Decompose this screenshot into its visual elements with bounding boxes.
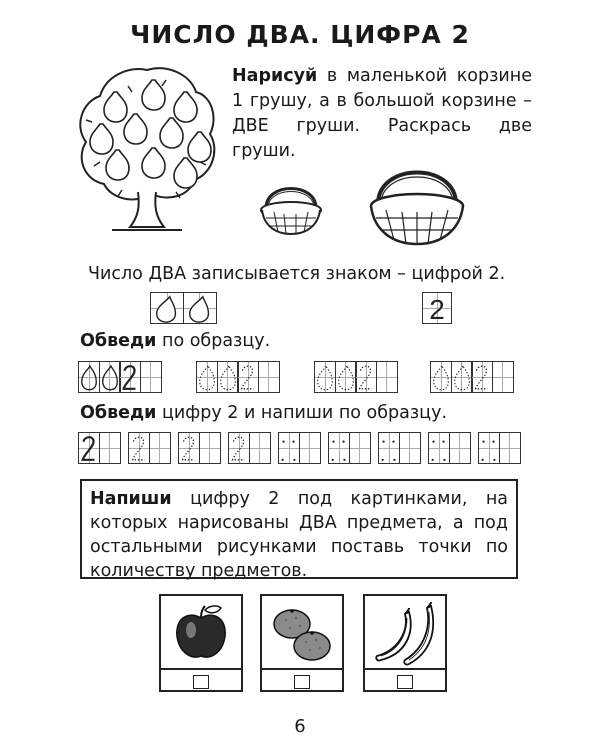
trace-cell[interactable] xyxy=(217,361,239,393)
trace-cell[interactable] xyxy=(140,361,162,393)
trace-group xyxy=(78,361,162,393)
trace2-text: цифру 2 и напиши по образцу. xyxy=(156,403,448,423)
trace-cell[interactable] xyxy=(149,432,171,464)
small-basket-icon xyxy=(256,178,326,238)
trace-instruction-1 xyxy=(80,331,270,351)
trace-cell[interactable] xyxy=(228,432,250,464)
trace-cell[interactable] xyxy=(349,432,371,464)
trace-cell[interactable] xyxy=(199,432,221,464)
trace-cell[interactable] xyxy=(299,432,321,464)
page-number: 6 xyxy=(294,716,306,737)
number-description: Число ДВА записывается знаком – цифрой 2. xyxy=(88,264,506,284)
trace1-bold-word: Обведи xyxy=(80,331,157,351)
intro-text: в маленькой корзине 1 грушу, а в большой корзине – ДВЕ груши. Раскрась две груши. xyxy=(232,66,532,161)
trace-cell[interactable] xyxy=(355,361,377,393)
trace1-text: по образцу. xyxy=(156,331,271,351)
picture-card-apple xyxy=(159,594,243,692)
task-text: цифру 2 под картинками, на которых нарисованы ДВА предмета, а под остальными рисунками поставь точки по количеству предметов. xyxy=(90,489,508,581)
trace-instruction-2 xyxy=(80,403,447,423)
trace-group xyxy=(430,361,514,393)
trace-cell[interactable] xyxy=(478,432,500,464)
trace-cell[interactable] xyxy=(376,361,398,393)
trace-cell[interactable] xyxy=(451,361,473,393)
trace-cell[interactable] xyxy=(328,432,350,464)
page-title: ЧИСЛО ДВА. ЦИФРА 2 xyxy=(130,20,470,49)
trace-cell[interactable] xyxy=(399,432,421,464)
trace-cell[interactable] xyxy=(78,432,100,464)
task-bold-word: Напиши xyxy=(90,489,172,509)
answer-box[interactable] xyxy=(193,675,209,689)
picture-card-bananas xyxy=(363,594,447,692)
banana-icon xyxy=(369,600,441,666)
sample-pear-cell xyxy=(150,292,184,324)
trace-digit-group xyxy=(278,432,321,464)
trace-cell[interactable] xyxy=(196,361,218,393)
sample-pear-cell xyxy=(183,292,217,324)
trace-digit-group xyxy=(328,432,371,464)
trace-cell[interactable] xyxy=(78,361,100,393)
trace-cell[interactable] xyxy=(278,432,300,464)
trace2-bold-word: Обведи xyxy=(80,403,157,423)
big-basket-icon xyxy=(366,160,468,248)
answer-line xyxy=(262,668,342,670)
sample-two-pears xyxy=(150,292,217,324)
trace-cell[interactable] xyxy=(430,361,452,393)
answer-line xyxy=(365,668,445,670)
orange-icon xyxy=(266,600,338,666)
trace-cell[interactable] xyxy=(128,432,150,464)
answer-box[interactable] xyxy=(294,675,310,689)
task-box xyxy=(80,479,518,579)
trace-digit-group xyxy=(128,432,171,464)
intro-instruction xyxy=(232,64,532,164)
trace-digit-group xyxy=(378,432,421,464)
trace-cell[interactable] xyxy=(258,361,280,393)
trace-group xyxy=(314,361,398,393)
trace-group xyxy=(196,361,280,393)
trace-digit-group xyxy=(228,432,271,464)
trace-cell[interactable] xyxy=(178,432,200,464)
sample-digit-cell xyxy=(422,292,452,324)
sample-digit-text: 2 xyxy=(429,294,445,323)
trace-digit-group xyxy=(178,432,221,464)
trace-cell[interactable] xyxy=(99,361,121,393)
trace-cell[interactable] xyxy=(237,361,259,393)
trace-digit-group xyxy=(78,432,121,464)
trace-cell[interactable] xyxy=(314,361,336,393)
trace-cell[interactable] xyxy=(99,432,121,464)
trace-cell[interactable] xyxy=(492,361,514,393)
picture-card-oranges xyxy=(260,594,344,692)
trace-cell[interactable] xyxy=(249,432,271,464)
trace-cell[interactable] xyxy=(378,432,400,464)
digit-cell xyxy=(422,292,452,324)
trace-cell[interactable] xyxy=(428,432,450,464)
trace-digit-group xyxy=(478,432,521,464)
intro-bold-word: Нарисуй xyxy=(232,66,318,86)
pear-tree-illustration xyxy=(72,62,222,234)
trace-cell[interactable] xyxy=(119,361,141,393)
trace-cell[interactable] xyxy=(335,361,357,393)
trace-cell[interactable] xyxy=(499,432,521,464)
apple-icon xyxy=(165,600,237,666)
trace-digit-group xyxy=(428,432,471,464)
answer-line xyxy=(161,668,241,670)
answer-box[interactable] xyxy=(397,675,413,689)
trace-cell[interactable] xyxy=(449,432,471,464)
trace-cell[interactable] xyxy=(471,361,493,393)
